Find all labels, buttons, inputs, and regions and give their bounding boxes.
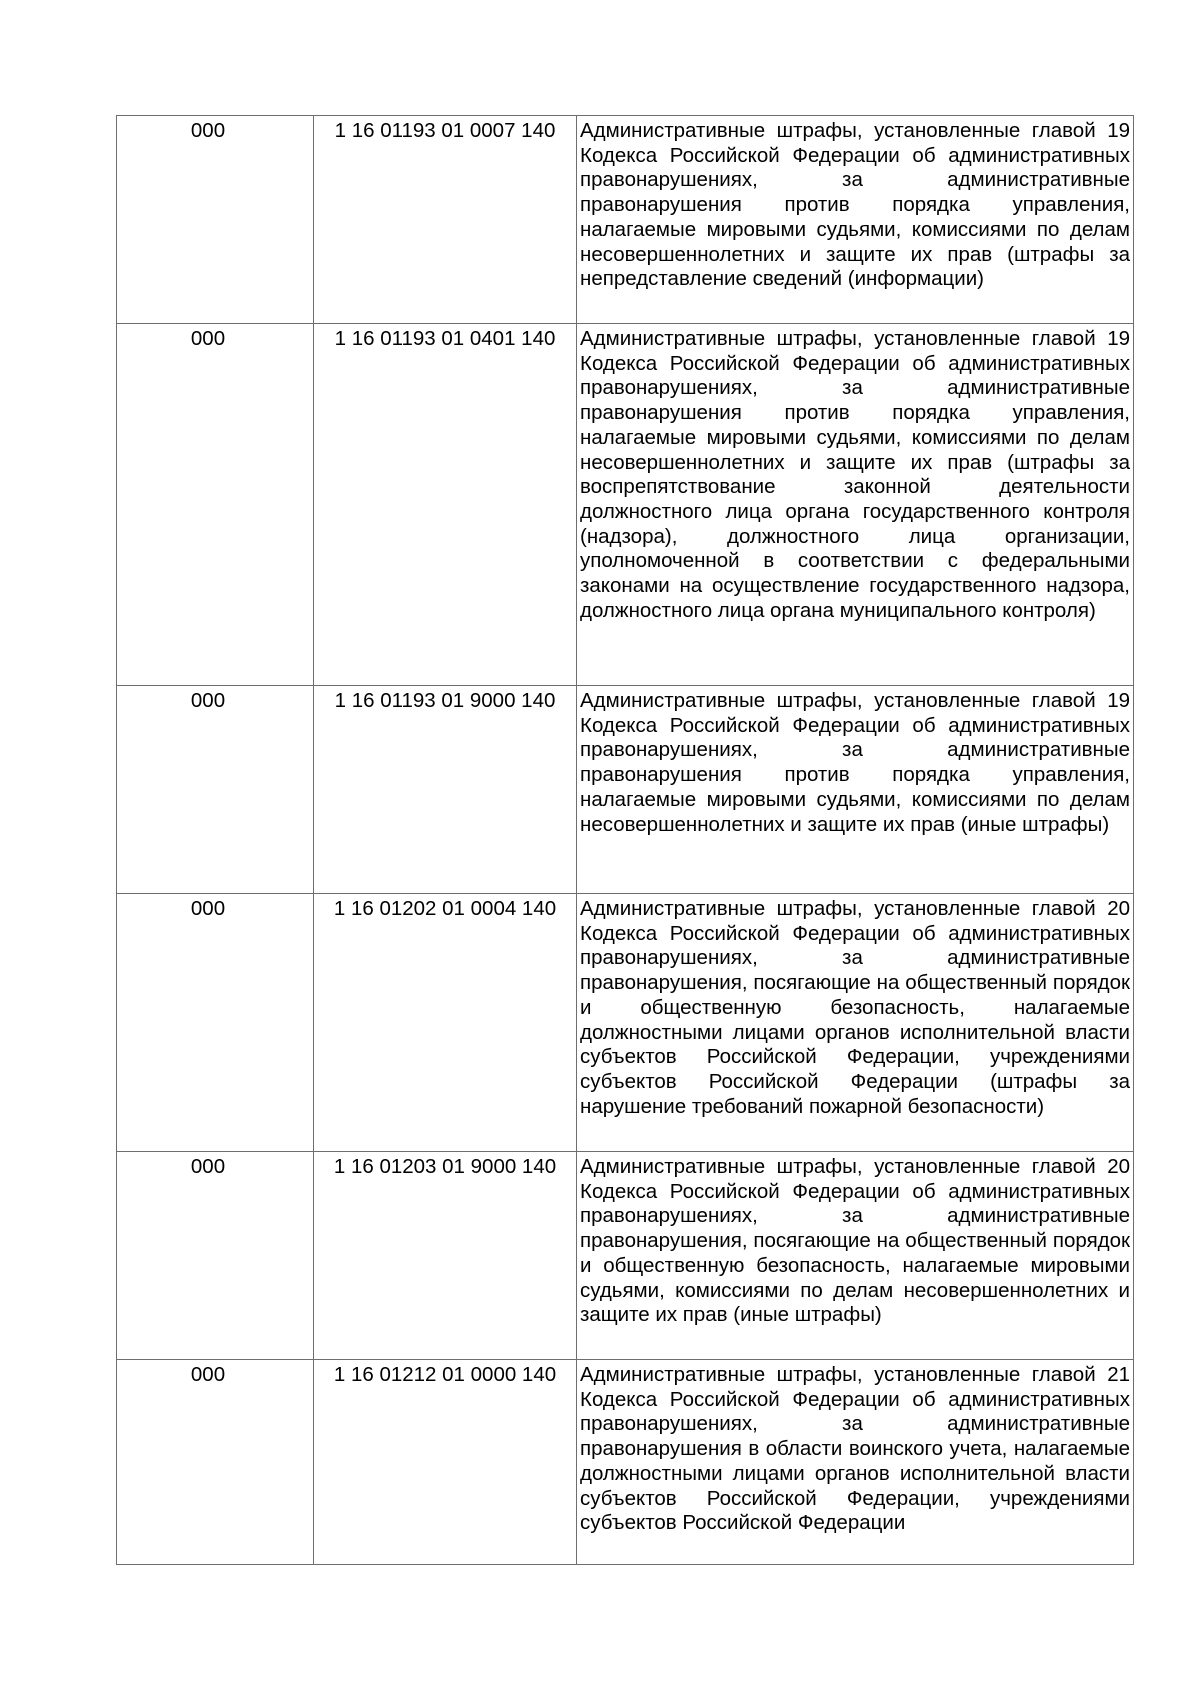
admin-code-cell: 000 bbox=[117, 116, 314, 324]
table-row bbox=[117, 1360, 1134, 1565]
description-cell: Административные штрафы, установленные главой 19 Кодекса Российской Федерации об административных правонарушениях, за административные правонарушения против порядка управления, налагаемые мировыми судьями, комиссиями по делам несовершеннолетних и защите их прав (иные штрафы) bbox=[577, 686, 1134, 894]
table-row bbox=[117, 324, 1134, 686]
budget-codes-table bbox=[116, 115, 1134, 1565]
kbk-code-cell: 1 16 01193 01 0401 140 bbox=[314, 324, 577, 686]
table-row bbox=[117, 894, 1134, 1152]
description-cell: Административные штрафы, установленные главой 20 Кодекса Российской Федерации об административных правонарушениях, за административные правонарушения, посягающие на общественный порядок и общественную безопасность, налагаемые должностными лицами органов исполнительной власти субъектов Российской Федерации, учреждениями субъектов Российской Федерации (штрафы за нарушение требований пожарной безопасности) bbox=[577, 894, 1134, 1152]
description-cell: Административные штрафы, установленные главой 19 Кодекса Российской Федерации об административных правонарушениях, за административные правонарушения против порядка управления, налагаемые мировыми судьями, комиссиями по делам несовершеннолетних и защите их прав (штрафы за воспрепятствование законной деятельности должностного лица органа государственного контроля (надзора), должностного лица организации, уполномоченной в соответствии с федеральными законами на осуществление государственного надзора, должностного лица органа муниципального контроля) bbox=[577, 324, 1134, 686]
description-cell: Административные штрафы, установленные главой 19 Кодекса Российской Федерации об административных правонарушениях, за административные правонарушения против порядка управления, налагаемые мировыми судьями, комиссиями по делам несовершеннолетних и защите их прав (штрафы за непредставление сведений (информации) bbox=[577, 116, 1134, 324]
table-row bbox=[117, 116, 1134, 324]
admin-code-cell: 000 bbox=[117, 686, 314, 894]
table-row bbox=[117, 1152, 1134, 1360]
kbk-code-cell: 1 16 01212 01 0000 140 bbox=[314, 1360, 577, 1565]
kbk-code-cell: 1 16 01193 01 0007 140 bbox=[314, 116, 577, 324]
kbk-code-cell: 1 16 01202 01 0004 140 bbox=[314, 894, 577, 1152]
admin-code-cell: 000 bbox=[117, 894, 314, 1152]
admin-code-cell: 000 bbox=[117, 1360, 314, 1565]
description-cell: Административные штрафы, установленные главой 20 Кодекса Российской Федерации об административных правонарушениях, за административные правонарушения, посягающие на общественный порядок и общественную безопасность, налагаемые мировыми судьями, комиссиями по делам несовершеннолетних и защите их прав (иные штрафы) bbox=[577, 1152, 1134, 1360]
table-row bbox=[117, 686, 1134, 894]
kbk-code-cell: 1 16 01193 01 9000 140 bbox=[314, 686, 577, 894]
admin-code-cell: 000 bbox=[117, 1152, 314, 1360]
kbk-code-cell: 1 16 01203 01 9000 140 bbox=[314, 1152, 577, 1360]
description-cell: Административные штрафы, установленные главой 21 Кодекса Российской Федерации об административных правонарушениях, за административные правонарушения в области воинского учета, налагаемые должностными лицами органов исполнительной власти субъектов Российской Федерации, учреждениями субъектов Российской Федерации bbox=[577, 1360, 1134, 1565]
admin-code-cell: 000 bbox=[117, 324, 314, 686]
